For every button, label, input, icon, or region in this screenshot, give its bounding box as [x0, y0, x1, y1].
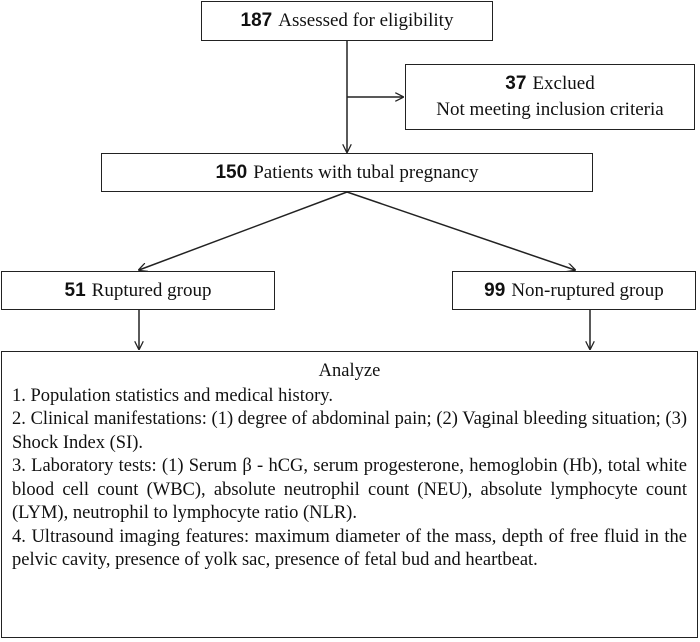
arrow-patients-to-ruptured — [139, 192, 347, 270]
analyze-item-4: 4. Ultrasound imaging features: maximum diameter of the mass, depth of free fluid in the pelvic cavity, presence of yolk sac, presence of fetal bud and heartbeat. — [12, 526, 687, 570]
analyze-title: Analyze — [318, 361, 381, 381]
excluded-count: 37 — [505, 73, 527, 94]
ruptured-count: 51 — [64, 279, 86, 301]
ruptured-box — [1, 271, 275, 310]
excluded-reason: Not meeting inclusion criteria — [436, 99, 664, 120]
non-ruptured-label: Non-ruptured group — [511, 279, 664, 301]
analyze-box — [1, 351, 698, 638]
analyze-item-2: 2. Clinical manifestations: (1) degree of abdominal pain; (2) Vaginal bleeding situation; (3) Shock Index (SI). — [12, 409, 687, 453]
assessed-box — [201, 1, 493, 41]
patients-count: 150 — [215, 161, 248, 183]
patients-label: Patients with tubal pregnancy — [253, 161, 479, 183]
analyze-item-1: 1. Population statistics and medical history. — [12, 385, 333, 406]
patients-box — [101, 153, 593, 192]
non-ruptured-box — [452, 271, 696, 310]
assessed-count: 187 — [240, 10, 273, 31]
excluded-label: Exclued — [532, 73, 595, 94]
assessed-label: Assessed for eligibility — [278, 10, 454, 31]
arrow-patients-to-non-ruptured — [347, 192, 575, 270]
analyze-item-3: 3. Laboratory tests: (1) Serum β - hCG, serum progesterone, hemoglobin (Hb), total white blood cell count (WBC), absolute neutrophil count (NEU), absolute lymphocyte count (LYM), neutrophil to lymphocyte ratio (NLR). — [12, 456, 687, 523]
excluded-box — [405, 64, 695, 130]
ruptured-label: Ruptured group — [91, 279, 212, 301]
non-ruptured-count: 99 — [484, 279, 506, 301]
